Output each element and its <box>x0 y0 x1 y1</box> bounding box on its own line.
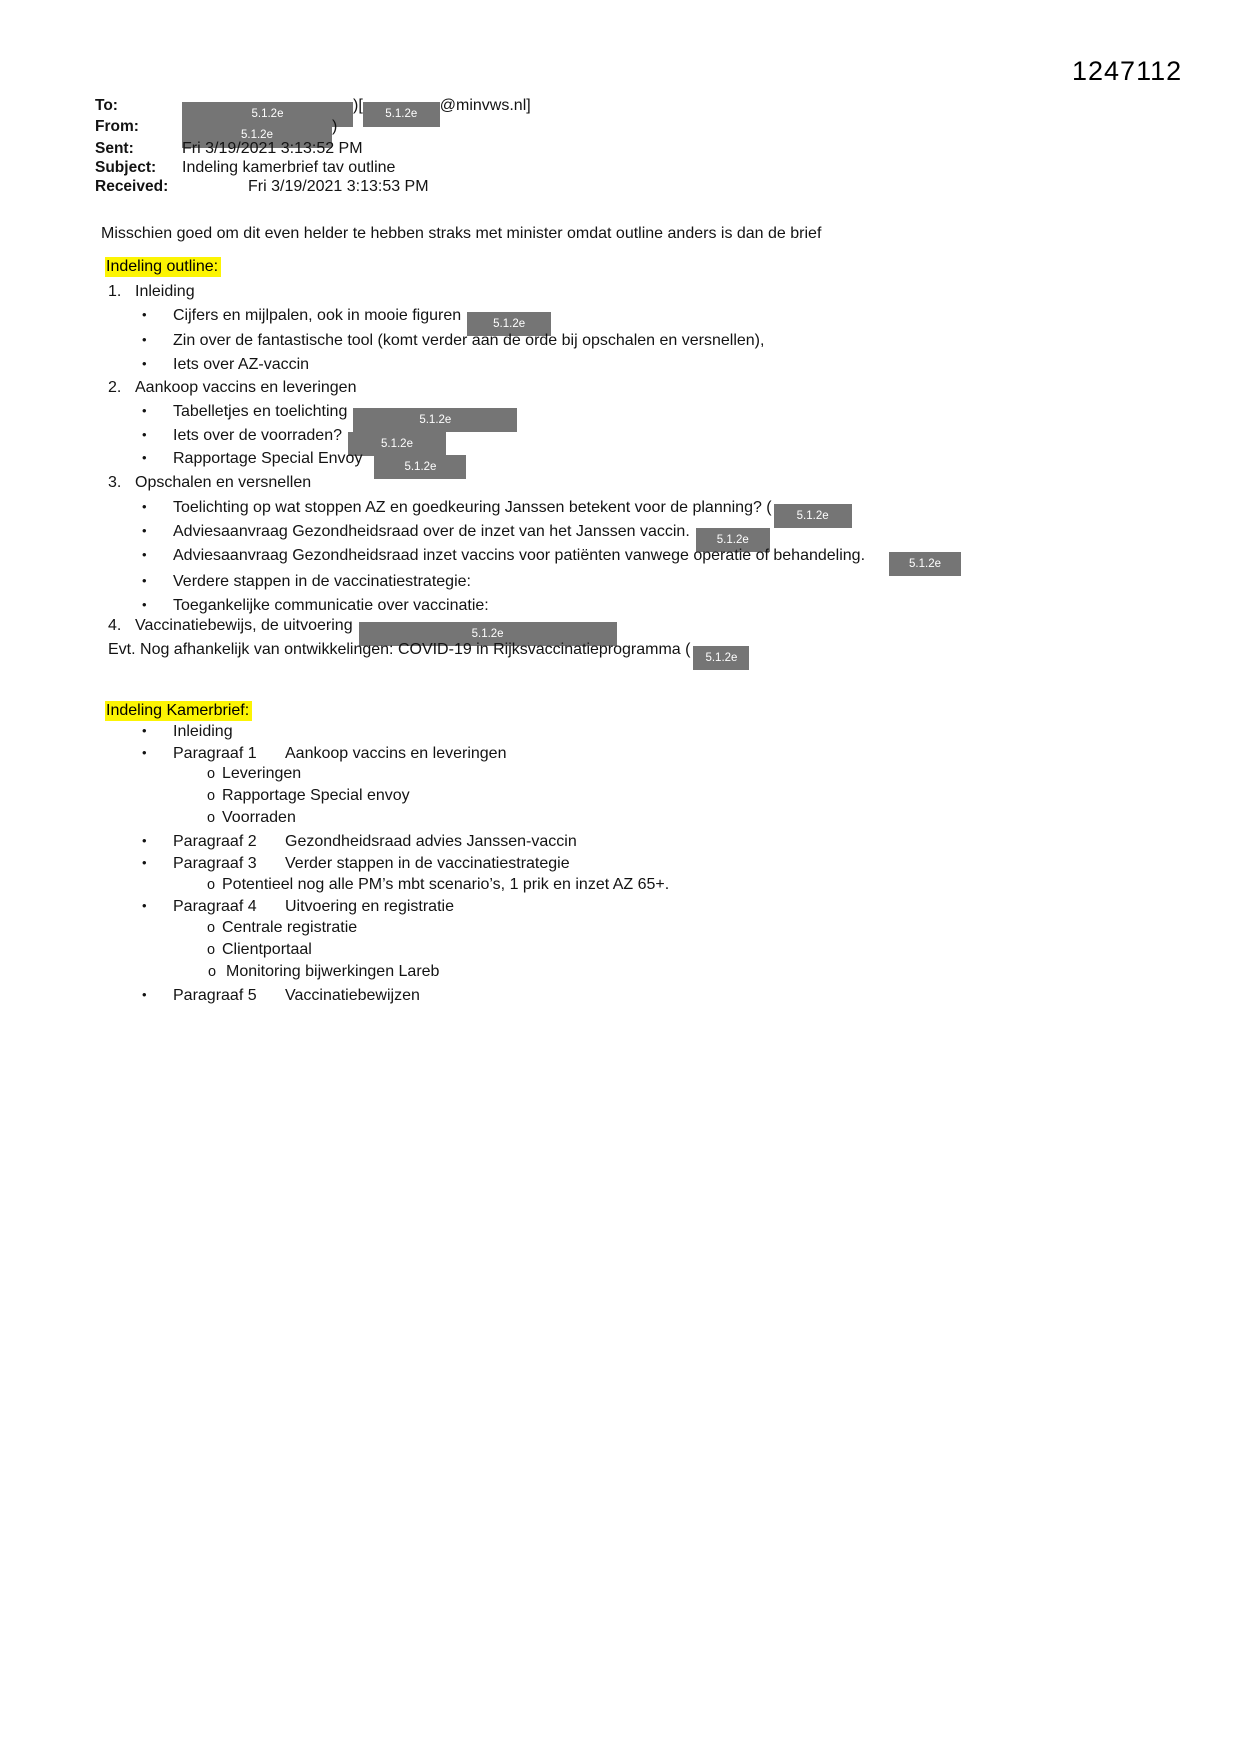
item-text: Inleiding <box>173 723 233 740</box>
kamerbrief-subitem <box>207 808 296 828</box>
outline-heading <box>105 257 221 277</box>
subject-value: Indeling kamerbrief tav outline <box>182 159 396 176</box>
header-row-subject <box>95 158 395 178</box>
kamerbrief-subitem <box>207 764 301 784</box>
item-number: 4. <box>108 617 122 634</box>
redaction-box: 5.1.2e <box>182 102 353 127</box>
redaction-box: 5.1.2e <box>363 102 440 127</box>
redaction-box: 5.1.2e <box>374 455 466 479</box>
redaction-box: 5.1.2e <box>359 622 617 646</box>
bullet-icon: • <box>142 427 147 442</box>
outline-item <box>108 473 311 493</box>
redaction-box: 5.1.2e <box>774 504 852 528</box>
outline-heading-text: Indeling outline: <box>105 257 221 277</box>
sent-value: Fri 3/19/2021 3:13:52 PM <box>182 140 363 157</box>
outline-item <box>108 378 356 398</box>
kamerbrief-item <box>142 985 420 1006</box>
bullet-icon: • <box>142 855 147 870</box>
outline-item <box>108 282 195 302</box>
item-text: Iets over de voorraden? <box>173 427 342 444</box>
bullet-icon: • <box>142 573 147 588</box>
circle-bullet-icon: o <box>207 920 216 936</box>
circle-bullet-icon: o <box>207 766 216 782</box>
kamerbrief-subitem <box>207 918 357 938</box>
item-number: 2. <box>108 379 122 396</box>
redaction-box: 5.1.2e <box>348 432 446 456</box>
header-row-received <box>95 177 429 197</box>
redaction-box: 5.1.2e <box>889 552 961 576</box>
bullet-icon: • <box>142 450 147 465</box>
item-text: Vaccinatiebewijs, de uitvoering <box>135 617 353 634</box>
item-text: Cijfers en mijlpalen, ook in mooie figuren <box>173 307 462 324</box>
circle-bullet-icon: o <box>208 964 217 980</box>
paragraph-number: Paragraaf 2 <box>173 833 257 850</box>
item-text: Potentieel nog alle PM’s mbt scenario’s, 1 prik en inzet AZ 65+. <box>222 876 670 893</box>
item-text: Rapportage Special envoy <box>222 787 410 804</box>
bullet-icon: • <box>142 597 147 612</box>
from-bracket: ) <box>332 118 338 135</box>
item-text: Toegankelijke communicatie over vaccinatie: <box>173 597 489 614</box>
kamerbrief-subitem <box>207 940 312 960</box>
kamerbrief-item <box>142 721 233 742</box>
received-value: Fri 3/19/2021 3:13:53 PM <box>248 178 429 195</box>
bullet-icon: • <box>142 307 147 322</box>
paragraph-number: Paragraaf 3 <box>173 855 257 872</box>
bullet-icon: • <box>142 403 147 418</box>
to-bracket: )[ <box>353 97 363 114</box>
redaction-box: 5.1.2e <box>353 408 517 432</box>
circle-bullet-icon: o <box>207 877 216 893</box>
circle-bullet-icon: o <box>207 810 216 826</box>
item-text: Monitoring bijwerkingen Lareb <box>226 963 440 980</box>
item-number: 1. <box>108 283 122 300</box>
paragraph-number: Paragraaf 5 <box>173 987 257 1004</box>
received-label: Received: <box>95 178 169 195</box>
item-text: Verdere stappen in de vaccinatiestrategie: <box>173 573 471 590</box>
item-number: 3. <box>108 474 122 491</box>
kamerbrief-subitem <box>208 962 439 982</box>
bullet-icon: • <box>142 745 147 760</box>
header-row-sent <box>95 139 363 159</box>
outline-item <box>142 330 764 351</box>
bullet-icon: • <box>142 356 147 371</box>
paragraph-title: Verder stappen in de vaccinatiestrategie <box>285 855 570 872</box>
paragraph-number: Paragraaf 1 <box>173 745 257 762</box>
outline-item <box>142 571 471 592</box>
outline-item <box>142 595 489 616</box>
item-text: Leveringen <box>222 765 302 782</box>
intro-line: Misschien goed om dit even helder te hebben straks met minister omdat outline anders is dan de brief <box>101 225 822 242</box>
item-text: Aankoop vaccins en leveringen <box>135 379 357 396</box>
item-text: Inleiding <box>135 283 195 300</box>
kamerbrief-item <box>142 831 577 852</box>
kamerbrief-heading <box>105 701 252 721</box>
bullet-icon: • <box>142 987 147 1002</box>
to-domain: @minvws.nl] <box>439 97 531 114</box>
outline-item <box>108 640 749 670</box>
kamerbrief-item <box>142 896 454 917</box>
redaction-box: 5.1.2e <box>182 123 332 148</box>
subject-label: Subject: <box>95 159 157 176</box>
paragraph-number: Paragraaf 4 <box>173 898 257 915</box>
redaction-box: 5.1.2e <box>696 528 770 552</box>
bullet-icon: • <box>142 332 147 347</box>
bullet-icon: • <box>142 523 147 538</box>
item-text: Iets over AZ-vaccin <box>173 356 310 373</box>
from-label: From: <box>95 118 139 135</box>
kamerbrief-subitem <box>207 786 410 806</box>
to-label: To: <box>95 97 118 114</box>
item-text: Zin over de fantastische tool (komt verder aan de orde bij opschalen en versnellen), <box>173 332 765 349</box>
kamerbrief-subitem <box>207 875 669 895</box>
item-text: Adviesaanvraag Gezondheidsraad inzet vaccins voor patiënten vanwege operatie of behandeling. <box>173 547 866 564</box>
document-number: 1247112 <box>1072 56 1183 86</box>
redaction-box: 5.1.2e <box>693 646 749 670</box>
item-text: Evt. Nog afhankelijk van ontwikkelingen: COVID-19 in Rijksvaccinatieprogramma ( <box>108 641 691 658</box>
paragraph-title: Uitvoering en registratie <box>285 898 454 915</box>
item-text: Centrale registratie <box>222 919 358 936</box>
kamerbrief-item <box>142 743 506 764</box>
item-text: Toelichting op wat stoppen AZ en goedkeuring Janssen betekent voor de planning? ( <box>173 499 772 516</box>
bullet-icon: • <box>142 547 147 562</box>
bullet-icon: • <box>142 898 147 913</box>
paragraph-title: Aankoop vaccins en leveringen <box>285 745 507 762</box>
item-text: Clientportaal <box>222 941 312 958</box>
redaction-box: 5.1.2e <box>467 312 551 336</box>
kamerbrief-heading-text: Indeling Kamerbrief: <box>105 701 252 721</box>
circle-bullet-icon: o <box>207 788 216 804</box>
bullet-icon: • <box>142 723 147 738</box>
paragraph-title: Gezondheidsraad advies Janssen-vaccin <box>285 833 577 850</box>
item-text: Adviesaanvraag Gezondheidsraad over de inzet van het Janssen vaccin. <box>173 523 690 540</box>
outline-item <box>142 354 309 375</box>
bullet-icon: • <box>142 833 147 848</box>
item-text: Tabelletjes en toelichting <box>173 403 348 420</box>
item-text: Opschalen en versnellen <box>135 474 312 491</box>
item-text: Rapportage Special Envoy <box>173 450 363 467</box>
bullet-icon: • <box>142 499 147 514</box>
item-text: Voorraden <box>222 809 296 826</box>
kamerbrief-item <box>142 853 570 874</box>
paragraph-title: Vaccinatiebewijzen <box>285 987 420 1004</box>
circle-bullet-icon: o <box>207 942 216 958</box>
sent-label: Sent: <box>95 140 134 157</box>
